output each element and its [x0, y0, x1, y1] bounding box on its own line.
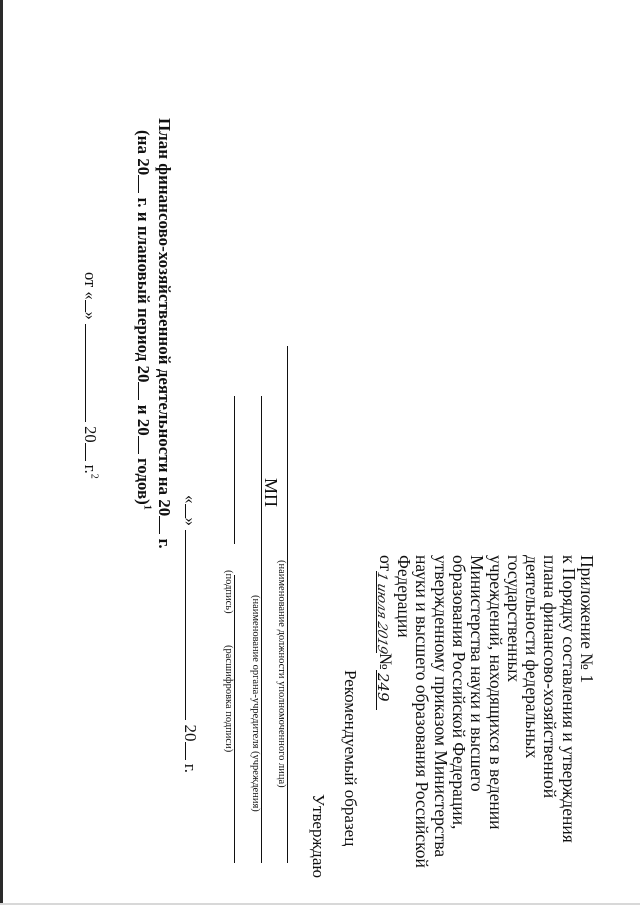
plan-date-prefix: от «: [81, 272, 100, 300]
signature-line: [234, 396, 235, 544]
appendix-header: [376, 555, 596, 868]
plan-date: [80, 272, 100, 479]
founder-caption: (наименование органа-учредителя (учреждения): [250, 595, 261, 812]
appendix-line: науки и высшего образования Российской: [412, 555, 433, 868]
date-open-quote: «: [181, 495, 200, 504]
official-position-caption: (наименование должности уполномоченного лица): [276, 560, 287, 788]
plan-title-text: План финансово-хозяйственной деятельности на 20: [155, 118, 174, 517]
month-blank: [185, 530, 198, 720]
handwritten-date: 1 июля 2019: [374, 570, 390, 655]
plan-month-blank: [85, 324, 98, 422]
recommended-sample-label: Рекомендуемый образец: [341, 670, 360, 847]
appendix-line: Министерства науки и высшего: [467, 555, 488, 792]
plan-day-blank: [85, 300, 98, 312]
appendix-line: образования Российской Федерации,: [448, 555, 469, 830]
year-prefix: 20: [181, 724, 200, 742]
appendix-line: государственных: [503, 555, 524, 683]
handwritten-date-field: [376, 571, 393, 653]
signature-decoding-line: [234, 575, 235, 863]
number-sign: №: [375, 653, 396, 670]
footnote-1: 1: [141, 504, 153, 510]
plan-title-year-suffix: г.: [155, 538, 174, 549]
appendix-line: утвержденному приказом Министерства: [430, 555, 451, 858]
stamp-label: МП: [261, 478, 281, 508]
approval-date: [180, 495, 200, 773]
planning-period-years: годов): [134, 458, 153, 505]
planning-period-text: г. и плановый период 20: [134, 197, 153, 383]
handwritten-number-field: [376, 670, 393, 710]
appendix-line: плана финансово-хозяйственной: [540, 555, 561, 799]
planning-period-year2-blank: [138, 436, 152, 454]
from-prefix: от: [375, 555, 396, 572]
planning-year-prefix: (на 20: [134, 130, 153, 176]
approve-label: Утверждаю: [309, 794, 328, 879]
planning-year-blank: [138, 175, 152, 193]
plan-date-close-quote: »: [81, 311, 100, 320]
founder-line: [261, 396, 262, 863]
plan-year-blank: [85, 443, 98, 461]
appendix-line: деятельности федеральных: [522, 555, 543, 759]
planning-period-year1-blank: [138, 382, 152, 400]
plan-year-prefix: 20: [81, 426, 100, 443]
official-position-line: [287, 346, 288, 863]
year-blank: [185, 742, 198, 760]
plan-title-line1: [154, 118, 174, 549]
day-blank: [185, 504, 198, 518]
appendix-line: Приложение № 1: [577, 555, 597, 684]
planning-period-and: и 20: [134, 404, 153, 436]
handwritten-number: 249: [374, 672, 393, 702]
plan-year-blank: [159, 516, 173, 534]
plan-year-suffix: г.: [81, 464, 100, 474]
year-suffix: г.: [181, 763, 200, 774]
plan-title-line2: [133, 130, 153, 510]
decoding-caption: (расшифровка подписи): [223, 645, 234, 753]
appendix-line: Федерации: [394, 555, 415, 638]
order-reference-line: [376, 555, 394, 868]
signature-caption: (подпись): [223, 570, 234, 614]
appendix-line: к Порядку составления и утверждения: [558, 555, 579, 843]
appendix-line: учреждений, находящихся в ведении: [485, 555, 506, 830]
footnote-2: 2: [88, 473, 100, 479]
date-close-quote: »: [181, 517, 200, 526]
